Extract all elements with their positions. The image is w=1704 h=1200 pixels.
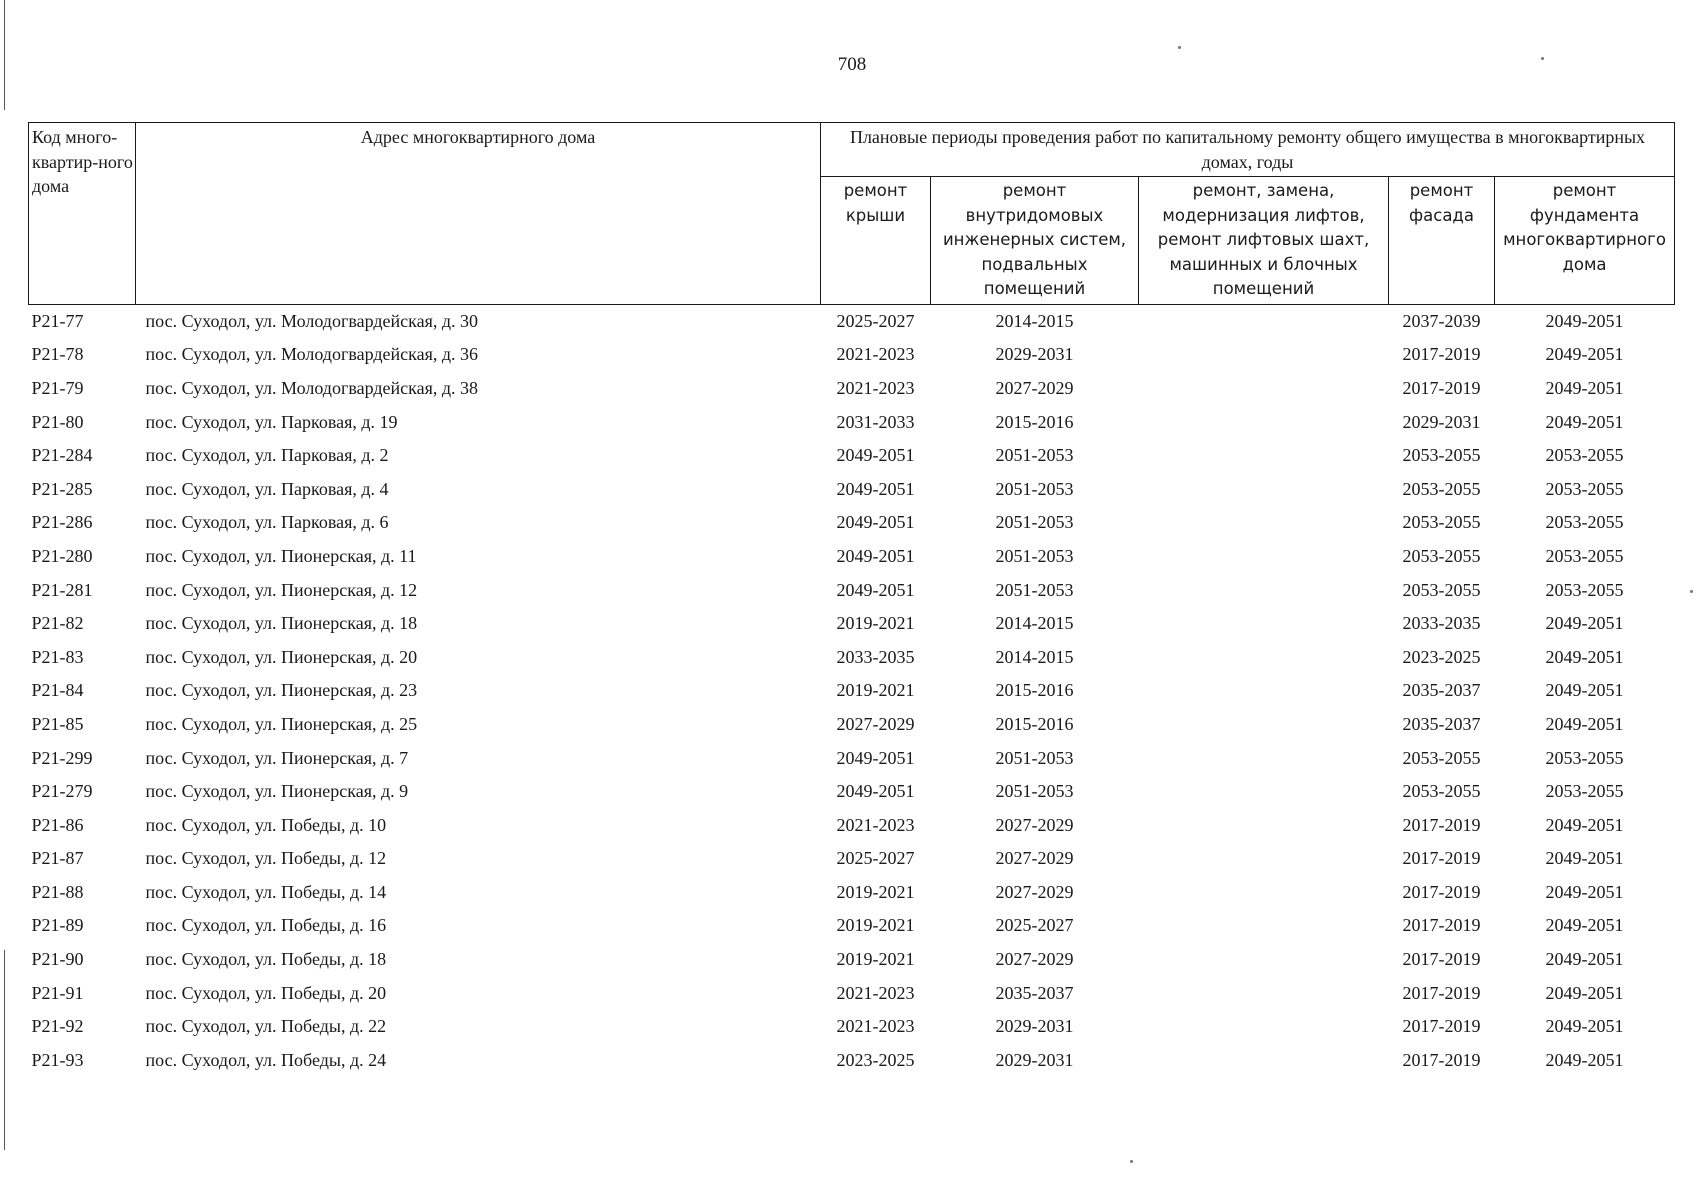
cell-facade: 2017-2019 (1402, 1016, 1481, 1037)
table-row (29, 741, 1675, 775)
table-row (29, 876, 1675, 910)
cell-roof: 2049-2051 (836, 478, 915, 499)
cell-foundation: 2049-2051 (1545, 713, 1624, 734)
cell-code: Р21-83 (31, 646, 84, 667)
cell-lift (1139, 472, 1389, 506)
cell-engineering: 2035-2037 (995, 982, 1074, 1003)
cell-foundation: 2049-2051 (1545, 1049, 1624, 1070)
cell-engineering: 2051-2053 (995, 478, 1074, 499)
table-row (29, 1010, 1675, 1044)
cell-address: пос. Суходол, ул. Парковая, д. 2 (145, 445, 389, 466)
cell-engineering: 2014-2015 (995, 613, 1074, 634)
cell-roof: 2019-2021 (836, 613, 915, 634)
header-engineering: ремонт внутридомовых инженерных систем, подвальных помещений (931, 177, 1139, 305)
cell-lift (1139, 540, 1389, 574)
cell-code: Р21-88 (31, 881, 84, 902)
cell-roof: 2033-2035 (836, 646, 915, 667)
cell-address: пос. Суходол, ул. Пионерская, д. 11 (145, 545, 417, 566)
cell-foundation: 2049-2051 (1545, 982, 1624, 1003)
scan-speck (1178, 46, 1181, 49)
cell-facade: 2033-2035 (1402, 613, 1481, 634)
cell-lift (1139, 808, 1389, 842)
cell-foundation: 2053-2055 (1545, 781, 1624, 802)
cell-engineering: 2015-2016 (995, 411, 1074, 432)
cell-engineering: 2027-2029 (995, 848, 1074, 869)
table-row (29, 338, 1675, 372)
cell-engineering: 2051-2053 (995, 747, 1074, 768)
cell-lift (1139, 909, 1389, 943)
cell-engineering: 2027-2029 (995, 881, 1074, 902)
cell-address: пос. Суходол, ул. Молодогвардейская, д. 30 (145, 310, 479, 331)
cell-code: Р21-89 (31, 915, 84, 936)
cell-roof: 2031-2033 (836, 411, 915, 432)
cell-lift (1139, 439, 1389, 473)
cell-code: Р21-299 (31, 747, 93, 768)
cell-code: Р21-84 (31, 680, 84, 701)
cell-foundation: 2049-2051 (1545, 613, 1624, 634)
cell-lift (1139, 775, 1389, 809)
cell-roof: 2049-2051 (836, 579, 915, 600)
cell-roof: 2021-2023 (836, 814, 915, 835)
cell-foundation: 2049-2051 (1545, 344, 1624, 365)
cell-roof: 2027-2029 (836, 713, 915, 734)
cell-facade: 2053-2055 (1402, 781, 1481, 802)
table-row (29, 842, 1675, 876)
cell-facade: 2053-2055 (1402, 445, 1481, 466)
cell-facade: 2017-2019 (1402, 344, 1481, 365)
cell-roof: 2021-2023 (836, 344, 915, 365)
cell-code: Р21-80 (31, 411, 84, 432)
cell-facade: 2053-2055 (1402, 579, 1481, 600)
table-row (29, 1044, 1675, 1078)
page-number: 708 (837, 54, 867, 75)
table-row (29, 540, 1675, 574)
cell-lift (1139, 1010, 1389, 1044)
cell-roof: 2019-2021 (836, 881, 915, 902)
cell-facade: 2029-2031 (1402, 411, 1481, 432)
cell-engineering: 2051-2053 (995, 512, 1074, 533)
cell-roof: 2021-2023 (836, 982, 915, 1003)
cell-engineering: 2029-2031 (995, 1016, 1074, 1037)
cell-code: Р21-93 (31, 1049, 84, 1070)
cell-lift (1139, 405, 1389, 439)
cell-roof: 2049-2051 (836, 781, 915, 802)
cell-engineering: 2051-2053 (995, 445, 1074, 466)
cell-foundation: 2053-2055 (1545, 445, 1624, 466)
table-row (29, 775, 1675, 809)
cell-address: пос. Суходол, ул. Пионерская, д. 25 (145, 713, 418, 734)
cell-facade: 2037-2039 (1402, 310, 1481, 331)
cell-address: пос. Суходол, ул. Парковая, д. 19 (145, 411, 398, 432)
cell-roof: 2019-2021 (836, 915, 915, 936)
header-lift: ремонт, замена, модернизация лифтов, ремонт лифтовых шахт, машинных и блочных помещений (1139, 177, 1389, 305)
table-row (29, 573, 1675, 607)
header-foundation: ремонт фундамента многоквартирного дома (1495, 177, 1675, 305)
cell-code: Р21-286 (31, 512, 93, 533)
cell-engineering: 2029-2031 (995, 1049, 1074, 1070)
cell-facade: 2017-2019 (1402, 1049, 1481, 1070)
cell-code: Р21-91 (31, 982, 84, 1003)
cell-code: Р21-279 (31, 781, 93, 802)
cell-facade: 2017-2019 (1402, 881, 1481, 902)
cell-foundation: 2053-2055 (1545, 545, 1624, 566)
cell-code: Р21-87 (31, 848, 84, 869)
table-row (29, 976, 1675, 1010)
cell-facade: 2053-2055 (1402, 747, 1481, 768)
cell-code: Р21-284 (31, 445, 93, 466)
cell-engineering: 2015-2016 (995, 680, 1074, 701)
cell-roof: 2021-2023 (836, 377, 915, 398)
cell-foundation: 2049-2051 (1545, 814, 1624, 835)
cell-lift (1139, 976, 1389, 1010)
cell-facade: 2017-2019 (1402, 982, 1481, 1003)
table-row (29, 506, 1675, 540)
cell-lift (1139, 876, 1389, 910)
cell-foundation: 2049-2051 (1545, 915, 1624, 936)
table-row (29, 405, 1675, 439)
table-row (29, 304, 1675, 338)
cell-engineering: 2051-2053 (995, 545, 1074, 566)
cell-lift (1139, 506, 1389, 540)
cell-facade: 2017-2019 (1402, 814, 1481, 835)
cell-address: пос. Суходол, ул. Победы, д. 10 (145, 814, 387, 835)
cell-lift (1139, 943, 1389, 977)
cell-code: Р21-92 (31, 1016, 84, 1037)
cell-code: Р21-280 (31, 545, 93, 566)
cell-engineering: 2014-2015 (995, 310, 1074, 331)
table-body (29, 304, 1675, 1077)
cell-engineering: 2027-2029 (995, 949, 1074, 970)
cell-roof: 2049-2051 (836, 445, 915, 466)
cell-address: пос. Суходол, ул. Победы, д. 24 (145, 1049, 387, 1070)
cell-address: пос. Суходол, ул. Победы, д. 18 (145, 949, 387, 970)
cell-foundation: 2049-2051 (1545, 377, 1624, 398)
table-row (29, 674, 1675, 708)
cell-facade: 2053-2055 (1402, 545, 1481, 566)
cell-foundation: 2053-2055 (1545, 512, 1624, 533)
cell-engineering: 2025-2027 (995, 915, 1074, 936)
table-row (29, 708, 1675, 742)
cell-foundation: 2049-2051 (1545, 881, 1624, 902)
cell-engineering: 2027-2029 (995, 814, 1074, 835)
table-row (29, 808, 1675, 842)
cell-roof: 2049-2051 (836, 545, 915, 566)
cell-lift (1139, 372, 1389, 406)
cell-engineering: 2015-2016 (995, 713, 1074, 734)
cell-facade: 2035-2037 (1402, 713, 1481, 734)
cell-engineering: 2051-2053 (995, 781, 1074, 802)
cell-lift (1139, 607, 1389, 641)
cell-lift (1139, 338, 1389, 372)
header-roof: ремонт крыши (821, 177, 931, 305)
cell-code: Р21-78 (31, 344, 84, 365)
cell-facade: 2023-2025 (1402, 646, 1481, 667)
header-address: Адрес многоквартирного дома (136, 123, 821, 305)
cell-foundation: 2053-2055 (1545, 747, 1624, 768)
header-code: Код много-квартир-ного дома (29, 123, 136, 305)
cell-code: Р21-90 (31, 949, 84, 970)
table-row (29, 439, 1675, 473)
cell-roof: 2025-2027 (836, 310, 915, 331)
table-row (29, 472, 1675, 506)
cell-roof: 2025-2027 (836, 848, 915, 869)
cell-roof: 2019-2021 (836, 949, 915, 970)
cell-address: пос. Суходол, ул. Парковая, д. 4 (145, 478, 389, 499)
header-facade: ремонт фасада (1389, 177, 1495, 305)
cell-foundation: 2049-2051 (1545, 310, 1624, 331)
cell-address: пос. Суходол, ул. Победы, д. 12 (145, 848, 387, 869)
cell-facade: 2017-2019 (1402, 915, 1481, 936)
cell-address: пос. Суходол, ул. Молодогвардейская, д. 38 (145, 377, 479, 398)
table-row (29, 607, 1675, 641)
cell-engineering: 2051-2053 (995, 579, 1074, 600)
cell-lift (1139, 640, 1389, 674)
cell-foundation: 2053-2055 (1545, 579, 1624, 600)
cell-address: пос. Суходол, ул. Пионерская, д. 9 (145, 781, 409, 802)
cell-code: Р21-77 (31, 310, 84, 331)
cell-foundation: 2049-2051 (1545, 646, 1624, 667)
cell-engineering: 2029-2031 (995, 344, 1074, 365)
cell-facade: 2053-2055 (1402, 478, 1481, 499)
cell-lift (1139, 304, 1389, 338)
cell-engineering: 2027-2029 (995, 377, 1074, 398)
cell-lift (1139, 842, 1389, 876)
cell-lift (1139, 741, 1389, 775)
cell-address: пос. Суходол, ул. Молодогвардейская, д. 36 (145, 344, 479, 365)
scan-speck (1130, 1160, 1133, 1163)
cell-lift (1139, 674, 1389, 708)
table-row (29, 640, 1675, 674)
cell-address: пос. Суходол, ул. Пионерская, д. 23 (145, 680, 418, 701)
cell-address: пос. Суходол, ул. Победы, д. 22 (145, 1016, 387, 1037)
cell-code: Р21-281 (31, 579, 93, 600)
cell-lift (1139, 573, 1389, 607)
cell-facade: 2035-2037 (1402, 680, 1481, 701)
cell-facade: 2017-2019 (1402, 377, 1481, 398)
table-row (29, 943, 1675, 977)
cell-address: пос. Суходол, ул. Победы, д. 20 (145, 982, 387, 1003)
cell-code: Р21-86 (31, 814, 84, 835)
cell-address: пос. Суходол, ул. Парковая, д. 6 (145, 512, 389, 533)
cell-roof: 2049-2051 (836, 747, 915, 768)
scan-speck (1541, 57, 1544, 60)
repair-schedule-table (28, 122, 1675, 1077)
table-header (29, 123, 1675, 305)
cell-address: пос. Суходол, ул. Победы, д. 16 (145, 915, 387, 936)
cell-foundation: 2049-2051 (1545, 411, 1624, 432)
cell-code: Р21-79 (31, 377, 84, 398)
cell-address: пос. Суходол, ул. Победы, д. 14 (145, 881, 387, 902)
scan-speck (1690, 590, 1693, 593)
cell-foundation: 2053-2055 (1545, 478, 1624, 499)
cell-roof: 2019-2021 (836, 680, 915, 701)
cell-lift (1139, 708, 1389, 742)
cell-foundation: 2049-2051 (1545, 1016, 1624, 1037)
cell-address: пос. Суходол, ул. Пионерская, д. 18 (145, 613, 418, 634)
cell-address: пос. Суходол, ул. Пионерская, д. 20 (145, 646, 418, 667)
cell-roof: 2021-2023 (836, 1016, 915, 1037)
table-row (29, 909, 1675, 943)
cell-lift (1139, 1044, 1389, 1078)
cell-code: Р21-85 (31, 713, 84, 734)
cell-foundation: 2049-2051 (1545, 848, 1624, 869)
cell-facade: 2017-2019 (1402, 949, 1481, 970)
cell-code: Р21-285 (31, 478, 93, 499)
cell-engineering: 2014-2015 (995, 646, 1074, 667)
table-row (29, 372, 1675, 406)
cell-code: Р21-82 (31, 613, 84, 634)
cell-roof: 2049-2051 (836, 512, 915, 533)
cell-facade: 2053-2055 (1402, 512, 1481, 533)
cell-foundation: 2049-2051 (1545, 680, 1624, 701)
scan-edge-rule (4, 950, 5, 1150)
cell-address: пос. Суходол, ул. Пионерская, д. 12 (145, 579, 418, 600)
cell-facade: 2017-2019 (1402, 848, 1481, 869)
cell-address: пос. Суходол, ул. Пионерская, д. 7 (145, 747, 409, 768)
cell-roof: 2023-2025 (836, 1049, 915, 1070)
header-planned-periods: Плановые периоды проведения работ по капитальному ремонту общего имущества в многоквартирных домах, годы (821, 123, 1675, 177)
cell-foundation: 2049-2051 (1545, 949, 1624, 970)
